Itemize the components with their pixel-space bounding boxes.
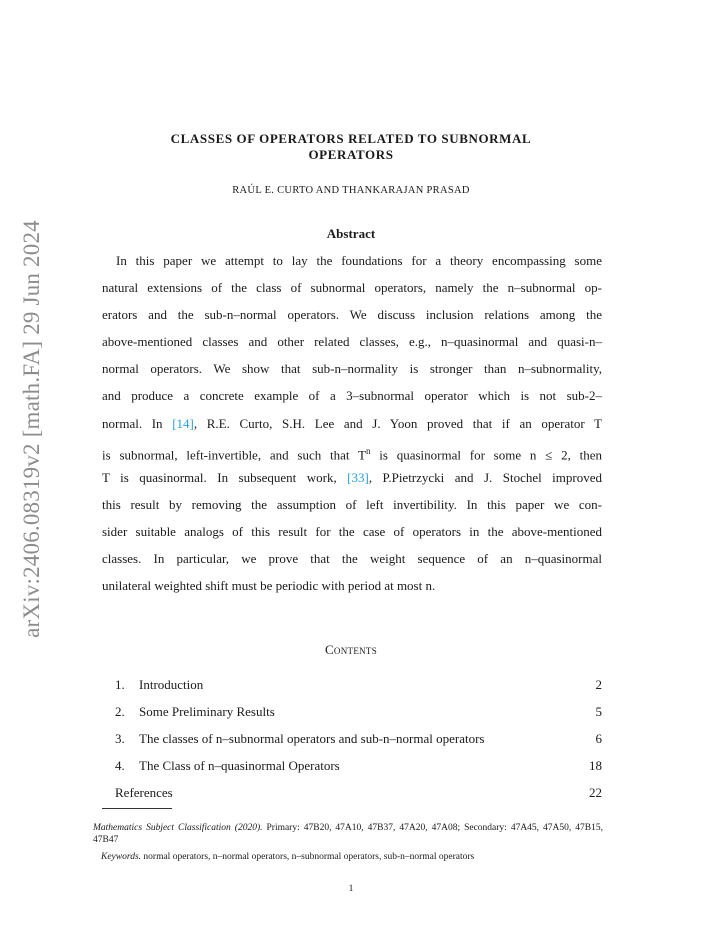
toc-entry-number: 3. bbox=[115, 731, 125, 746]
toc-entry-title: Introduction bbox=[139, 677, 204, 692]
toc-entry-page: 2 bbox=[595, 677, 602, 692]
paper-title bbox=[100, 131, 602, 163]
footnote-msc bbox=[93, 822, 603, 846]
abstract-text: , R.E. Curto, S.H. Lee and J. Yoon proved that if an operator T bbox=[193, 415, 603, 431]
toc-entry-number: 2. bbox=[115, 704, 125, 719]
abstract-line: sider suitable analogs of this result for the case of operators in the above-mentioned bbox=[102, 523, 602, 539]
toc-entry-label bbox=[115, 676, 203, 703]
abstract-line: natural extensions of the class of subnormal operators, namely the n–subnormal op- bbox=[102, 280, 602, 296]
abstract-body bbox=[102, 251, 602, 603]
toc-entry-classes[interactable] bbox=[115, 730, 602, 757]
citation-link-14[interactable]: [14] bbox=[172, 415, 194, 431]
toc-entry-label bbox=[115, 703, 275, 730]
abstract-line: above-mentioned classes and other related classes, e.g., n–quasinormal and quasi-n– bbox=[102, 334, 602, 350]
paper-title-line-1: CLASSES OF OPERATORS RELATED TO SUBNORMAL bbox=[170, 131, 532, 146]
toc-entry-title: The classes of n–subnormal operators and sub-n–normal operators bbox=[139, 731, 485, 746]
abstract-line: and produce a concrete example of a 3–subnormal operator which is not sub-2– bbox=[102, 388, 602, 404]
abstract-line: normal operators. We show that sub-n–normality is stronger than n–subnormality, bbox=[102, 361, 602, 377]
abstract-line bbox=[102, 468, 602, 495]
footnote-keywords bbox=[93, 851, 603, 863]
abstract-text: is subnormal, left-invertible, and such that T bbox=[102, 446, 366, 462]
toc-entry-label bbox=[115, 784, 173, 811]
contents-heading: Contents bbox=[324, 642, 378, 657]
abstract-line: In this paper we attempt to lay the foundations for a theory encompassing some bbox=[116, 253, 602, 268]
abstract-line: classes. In particular, we prove that the weight sequence of an n–quasinormal bbox=[102, 551, 602, 567]
citation-link-33[interactable]: [33] bbox=[347, 469, 369, 485]
abstract-text: normal. bbox=[102, 415, 143, 431]
msc-text: Primary: 47B20, 47A10, 47B37, 47A20, 47A08; Secondary: 47A45, 47A50, 47B15, 47B47 bbox=[93, 823, 603, 845]
toc-entry-title: The Class of n–quasinormal Operators bbox=[139, 758, 340, 773]
keywords-text: normal operators, n–normal operators, n–subnormal operators, sub-n–normal operators bbox=[141, 852, 475, 862]
toc-entry-number: 1. bbox=[115, 677, 125, 692]
keywords-label: Keywords. bbox=[101, 852, 142, 862]
superscript-n: n bbox=[365, 445, 371, 456]
toc-entry-references[interactable] bbox=[115, 784, 602, 811]
abstract-text: , P.Pietrzycki and J. Stochel improved bbox=[368, 469, 602, 485]
abstract-line: this result by removing the assumption of left invertibility. In this paper we con- bbox=[102, 496, 602, 512]
toc-entry-label bbox=[115, 730, 485, 757]
page-number: 1 bbox=[348, 884, 354, 894]
paper-title-line-2: OPERATORS bbox=[308, 147, 394, 162]
toc-entry-introduction[interactable] bbox=[115, 676, 602, 703]
abstract-heading: Abstract bbox=[326, 226, 376, 241]
abstract-line: unilateral weighted shift must be periodic with period at most n. bbox=[102, 578, 436, 594]
abstract-line: erators and the sub-n–normal operators. We discuss inclusion relations among the bbox=[102, 307, 602, 323]
toc-entry-title: Some Preliminary Results bbox=[139, 704, 275, 719]
toc-entry-title: References bbox=[115, 785, 173, 800]
toc-entry-quasinormal[interactable] bbox=[115, 757, 602, 784]
paper-authors: RAÚL E. CURTO AND THANKARAJAN PRASAD bbox=[232, 185, 470, 196]
toc-entry-preliminary-results[interactable] bbox=[115, 703, 602, 730]
toc-entry-page: 22 bbox=[589, 785, 602, 800]
abstract-text: T is quasinormal. In subsequent work, bbox=[102, 469, 337, 485]
footnote-rule bbox=[102, 808, 172, 809]
abstract-line bbox=[102, 414, 602, 441]
arxiv-identifier-stamp: arXiv:2406.08319v2 [math.FA] 29 Jun 2024 bbox=[19, 220, 44, 638]
msc-label: Mathematics Subject Classification (2020). bbox=[93, 823, 263, 833]
abstract-text: In bbox=[151, 415, 163, 431]
table-of-contents bbox=[115, 676, 602, 811]
toc-entry-page: 5 bbox=[595, 704, 602, 719]
toc-entry-label bbox=[115, 757, 340, 784]
toc-entry-number: 4. bbox=[115, 758, 125, 773]
toc-entry-page: 18 bbox=[589, 758, 602, 773]
abstract-text: is quasinormal for some n ≤ 2, then bbox=[370, 446, 602, 462]
toc-entry-page: 6 bbox=[595, 731, 602, 746]
abstract-line bbox=[102, 441, 602, 468]
